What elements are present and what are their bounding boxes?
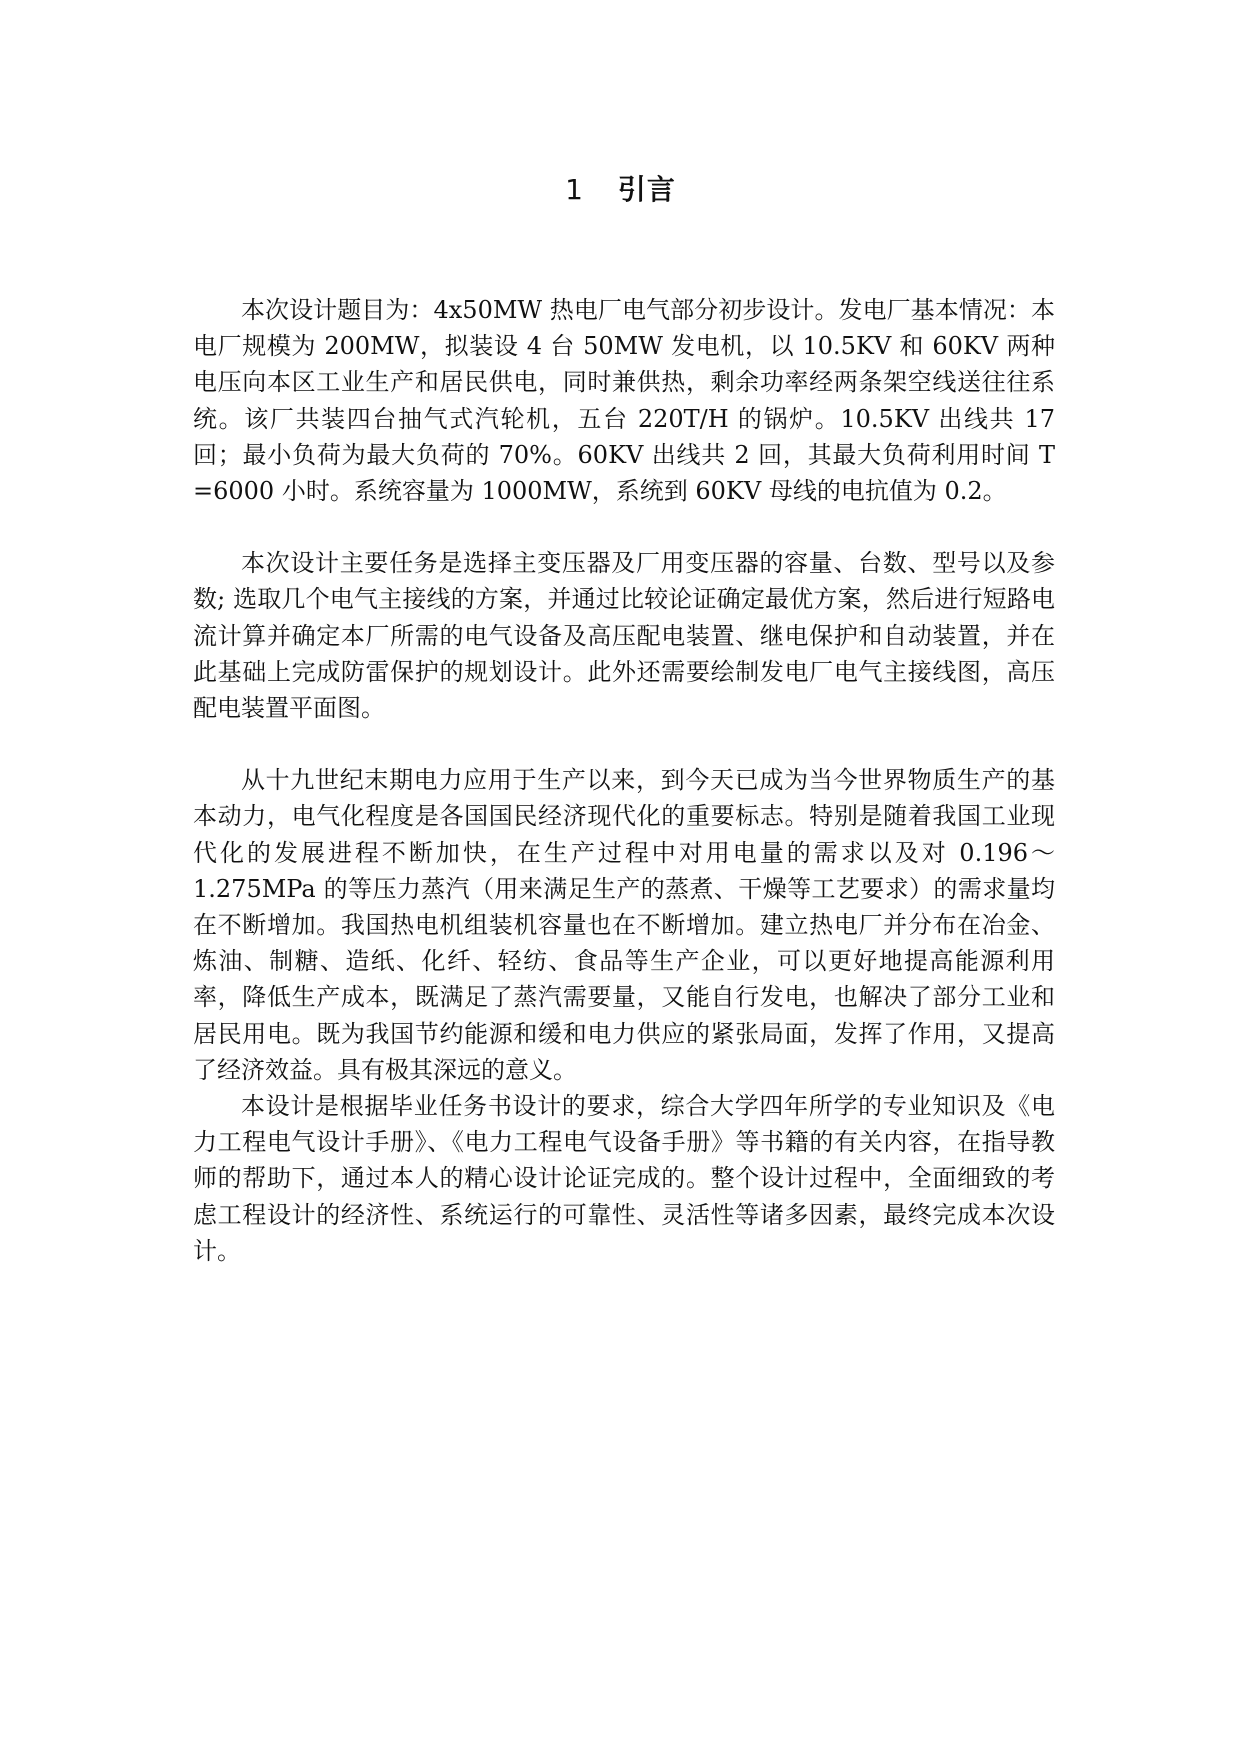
paragraph-design-topic: 本次设计题目为：4x50MW 热电厂电气部分初步设计。发电厂基本情况：本电厂规模为 200MW，拟装设 4 台 50MW 发电机，以 10.5KV 和 60KV 两种电压向本区工业生产和居民供电，同时兼供热，剩余功率经两条架空线送往往系统。该厂共装四台抽气式汽轮机，五台 220T/H 的锅炉。10.5KV 出线共 17 回；最小负荷为最大负荷的 70%。60KV 出线共 2 回，其最大负荷利用时间 T =6000 小时。系统容量为 1000MW，系统到 60KV 母线的电抗值为 0.2。: [193, 296, 1055, 506]
chapter-number: 1: [565, 173, 584, 206]
paragraph-design-basis: 本设计是根据毕业任务书设计的要求，综合大学四年所学的专业知识及《电力工程电气设计手册》、《电力工程电气设备手册》等书籍的有关内容，在指导教师的帮助下，通过本人的精心设计论证完成的。整个设计过程中，全面细致的考虑工程设计的经济性、系统运行的可靠性、灵活性等诸多因素，最终完成本次设计。: [193, 1092, 1055, 1265]
paragraph-background: 从十九世纪末期电力应用于生产以来，到今天已成为当今世界物质生产的基本动力，电气化程度是各国国民经济现代化的重要标志。特别是随着我国工业现代化的发展进程不断加快，在生产过程中对用电量的需求以及对 0.196～1.275MPa 的等压力蒸汽（用来满足生产的蒸煮、干燥等工艺要求）的需求量均在不断增加。我国热电机组装机容量也在不断增加。建立热电厂并分布在冶金、炼油、制糖、造纸、化纤、轻纺、食品等生产企业，可以更好地提高能源利用率，降低生产成本，既满足了蒸汽需要量，又能自行发电，也解决了部分工业和居民用电。既为我国节约能源和缓和电力供应的紧张局面，发挥了作用，又提高了经济效益。具有极其深远的意义。: [193, 766, 1055, 1084]
body-text: [193, 292, 1055, 1269]
paragraph-main-tasks: 本次设计主要任务是选择主变压器及厂用变压器的容量、台数、型号以及参数; 选取几个电气主接线的方案，并通过比较论证确定最优方案，然后进行短路电流计算并确定本厂所需的电气设备及高压配电装置、继电保护和自动装置，并在此基础上完成防雷保护的规划设计。此外还需要绘制发电厂电气主接线图，高压配电装置平面图。: [193, 549, 1055, 723]
chapter-title: 引言: [617, 173, 676, 206]
chapter-heading: [0, 168, 1241, 208]
